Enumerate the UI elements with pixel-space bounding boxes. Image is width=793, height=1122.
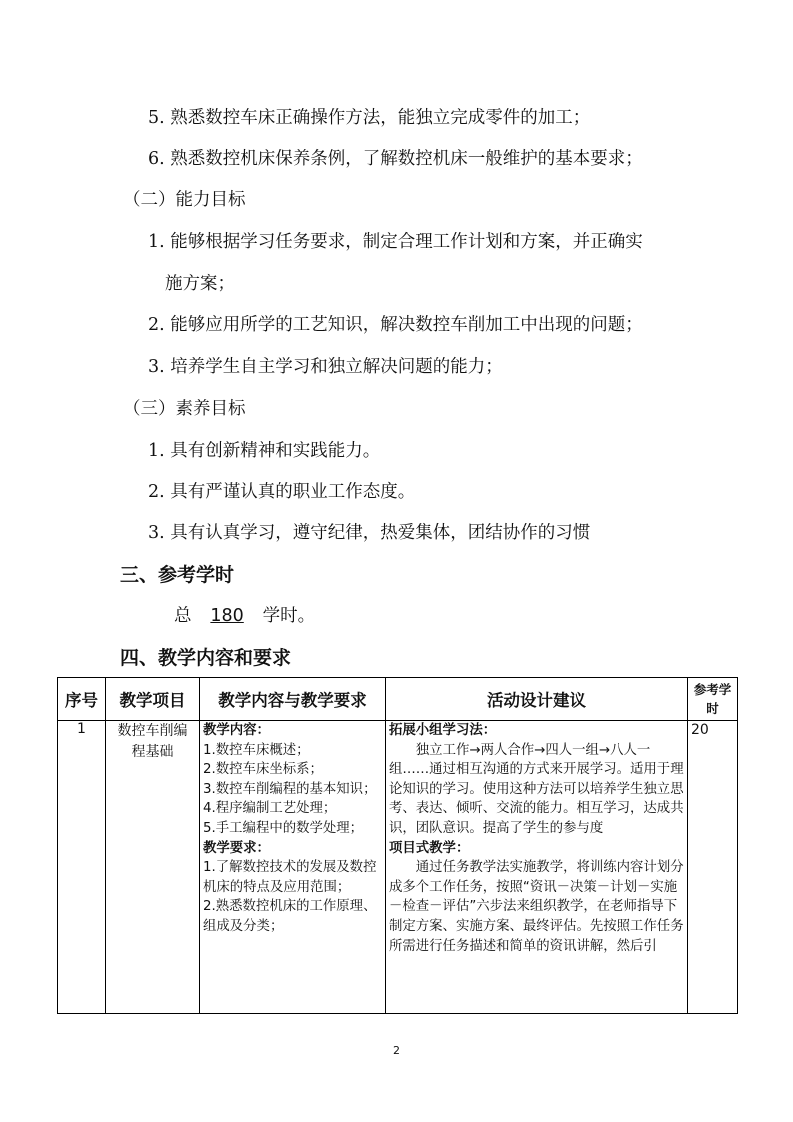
ability-line-1a: 1. 能够根据学习任务要求，制定合理工作计划和方案，并正确实: [148, 232, 643, 252]
row-project: [106, 721, 200, 1014]
activity-block: [389, 721, 684, 956]
row-activity: [386, 721, 688, 1014]
quality-line-1: 1. 具有创新精神和实践能力。: [148, 441, 381, 461]
hours-suffix: 学时。: [262, 606, 316, 626]
requirement-item: 1.了解数控技术的发展及数控机床的特点及应用范围；: [203, 860, 377, 895]
quality-line-2: 2. 具有严谨认真的职业工作态度。: [148, 482, 416, 502]
hours-prefix: 总: [174, 606, 192, 626]
content-item: 3.数控车削编程的基本知识；: [203, 781, 377, 797]
table-row: [58, 721, 738, 1014]
quality-line-3: 3. 具有认真学习，遵守纪律，热爱集体，团结协作的习惯: [148, 523, 591, 543]
row-hours-text: 20: [691, 722, 709, 738]
activity-text-1: 独立工作→两人合作→四人一组→八人一组……通过相互沟通的方式来开展学习。适用于理论知识的学习。使用这种方法可以培养学生独立思考、表达、倾听、交流的能力。相互学习，达成共识，团队意识。提高了学生的参与度: [389, 742, 684, 836]
content-item: 1.数控车床概述；: [203, 742, 310, 758]
quality-goals-title: （三）素养目标: [123, 399, 246, 419]
header-hours: 参考学时: [688, 678, 738, 721]
header-activity: 活动设计建议: [386, 678, 688, 721]
page-number: 2: [393, 1044, 400, 1057]
row-content: [200, 721, 386, 1014]
table-header-row: [58, 678, 738, 721]
ability-line-1b: 施方案；: [165, 274, 235, 294]
content-item: 2.数控车床坐标系；: [203, 762, 323, 778]
content-item: 5.手工编程中的数学处理；: [203, 820, 364, 836]
header-project: 教学项目: [106, 678, 200, 721]
section-4-title: 四、教学内容和要求: [120, 647, 292, 669]
header-seq: 序号: [58, 678, 106, 721]
content-title: 教学内容：: [203, 723, 270, 738]
activity-title-2: 项目式教学：: [389, 840, 470, 856]
header-content: 教学内容与教学要求: [200, 678, 386, 721]
ability-line-2: 2. 能够应用所学的工艺知识，解决数控车削加工中出现的问题；: [148, 315, 643, 335]
reference-hours: [174, 604, 315, 628]
content-block: [203, 721, 382, 937]
activity-title-1: 拓展小组学习法：: [389, 723, 497, 738]
row-hours: [688, 721, 738, 1014]
content-item: 4.程序编制工艺处理；: [203, 801, 337, 817]
row-seq: 1: [58, 721, 106, 1014]
goal-line-5: 5. 熟悉数控车床正确操作方法，能独立完成零件的加工；: [148, 108, 591, 128]
ability-goals-title: （二）能力目标: [123, 190, 246, 210]
requirement-item: 2.熟悉数控机床的工作原理、组成及分类；: [203, 899, 377, 934]
activity-text-2: 通过任务教学法实施教学，将训练内容计划分成多个工作任务，按照“资讯－决策－计划－实施－检查－评估”六步法来组织教学，在老师指导下制定方案、实施方案、最终评估。先按照工作任务所需进行任务描述和简单的资讯讲解，然后引: [389, 860, 684, 954]
goal-line-6: 6. 熟悉数控机床保养条例，了解数控机床一般维护的基本要求；: [148, 149, 643, 169]
ability-line-3: 3. 培养学生自主学习和独立解决问题的能力；: [148, 357, 503, 377]
teaching-content-table: [57, 677, 738, 1014]
requirement-title: 教学要求：: [203, 840, 270, 856]
row-project-text: 数控车削编程基础: [117, 723, 188, 760]
hours-value: 180: [210, 606, 244, 626]
section-3-title: 三、参考学时: [120, 564, 235, 586]
